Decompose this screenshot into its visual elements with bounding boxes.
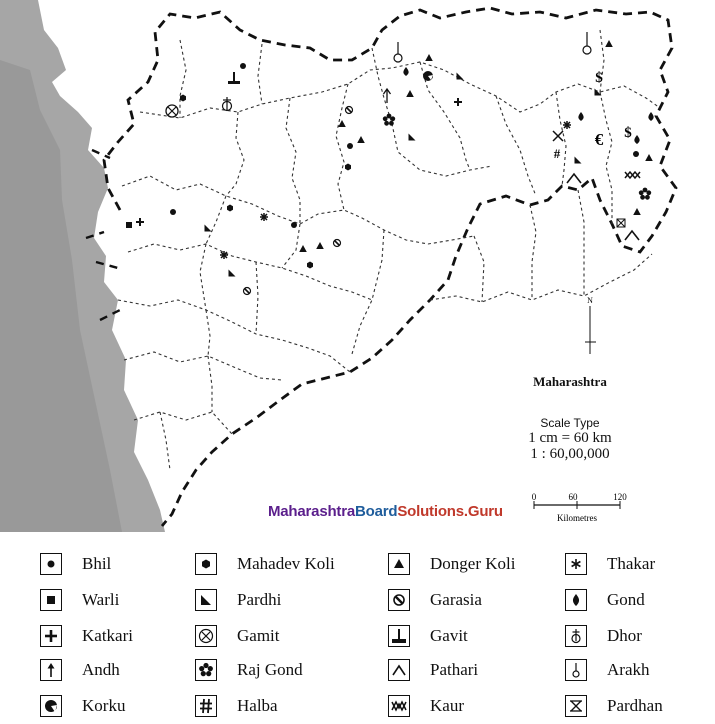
hexagon-dot-icon — [195, 553, 217, 575]
stem-circle-icon — [565, 659, 587, 681]
legend-item-gavit — [388, 620, 468, 652]
scale-bar — [532, 492, 628, 523]
legend-item-warli — [40, 584, 119, 616]
legend-item-gond — [565, 584, 645, 616]
hourglass-box-icon — [565, 695, 587, 717]
district-boundaries — [118, 30, 660, 470]
legend-label: Warli — [82, 590, 120, 609]
scale-tick-120: 120 — [613, 492, 627, 502]
north-label: N — [587, 296, 593, 305]
legend-item-mahadev-koli — [195, 548, 335, 580]
kaur-symbol — [625, 172, 640, 178]
kaur-cross — [553, 131, 563, 141]
legend-item-andh — [40, 654, 120, 686]
legend-item-raj-gond — [195, 654, 303, 686]
inverted-t-icon — [388, 625, 410, 647]
corner-triangle-icon — [195, 589, 217, 611]
circle-cross-icon — [195, 625, 217, 647]
legend-label: Thakar — [607, 554, 656, 573]
legend-label: Raj Gond — [237, 660, 303, 679]
dot-circle-icon — [40, 553, 62, 575]
filled-triangle-icon — [388, 553, 410, 575]
legend-label: Arakh — [607, 660, 650, 679]
scale-type-label: Scale Type — [540, 416, 600, 430]
drop-icon — [565, 589, 587, 611]
scale-tick-60: 60 — [568, 492, 578, 502]
legend-label: Donger Koli — [430, 554, 516, 573]
gamit-symbol — [166, 105, 178, 117]
legend-item-donger-koli — [388, 548, 515, 580]
arakh-symbol — [394, 42, 402, 62]
pathari-symbol-2 — [625, 231, 639, 240]
legend-label: Gond — [607, 590, 645, 609]
gavit-symbol — [228, 72, 240, 84]
filled-square-icon — [40, 589, 62, 611]
plus-icon — [40, 625, 62, 647]
legend-label: Katkari — [82, 626, 133, 645]
watermark-part-2: Board — [355, 503, 398, 520]
korku-symbol — [423, 71, 433, 81]
legend-label: Gavit — [430, 626, 468, 645]
pie-cut-icon — [40, 695, 62, 717]
warli-katkari — [126, 222, 132, 228]
watermark-part-1: Maharashtra — [268, 503, 356, 520]
legend-item-korku — [40, 690, 125, 722]
legend-label: Pardhi — [237, 590, 282, 609]
legend-label: Dhor — [607, 626, 642, 645]
legend-label: Kaur — [430, 696, 464, 715]
legend-item-pathari — [388, 654, 478, 686]
legend-label: Garasia — [430, 590, 482, 609]
map-title: Maharashtra — [533, 374, 607, 389]
svg-text:$: $ — [624, 125, 632, 141]
arakh-symbol-2 — [583, 32, 591, 54]
legend-item-thakar — [565, 548, 655, 580]
legend-item-gamit — [195, 620, 280, 652]
legend-item-garasia — [388, 584, 482, 616]
pardhan-symbol — [617, 219, 625, 227]
legend-item-pardhi — [195, 584, 281, 616]
svg-text:€: € — [594, 130, 604, 149]
tribe-symbols — [126, 32, 654, 295]
legend-item-arakh — [565, 654, 649, 686]
legend — [0, 540, 715, 724]
caret-icon — [388, 659, 410, 681]
scale-tick-0: 0 — [531, 492, 537, 502]
flower-icon — [195, 659, 217, 681]
asterisk-icon — [565, 553, 587, 575]
north-arrow — [585, 296, 596, 354]
legend-item-halba — [195, 690, 278, 722]
legend-label: Gamit — [237, 626, 280, 645]
up-arrow-icon — [40, 659, 62, 681]
scale-ratio: 1 : 60,00,000 — [530, 446, 610, 462]
circle-plus-stem-icon — [565, 625, 587, 647]
svg-text:#: # — [553, 146, 561, 161]
pathari-symbol — [567, 174, 581, 183]
circle-slash-icon — [388, 589, 410, 611]
legend-label: Bhil — [82, 554, 112, 573]
legend-label: Korku — [82, 696, 126, 715]
watermark — [268, 503, 503, 520]
legend-item-bhil — [40, 548, 111, 580]
hash-icon — [195, 695, 217, 717]
legend-item-pardhan — [565, 690, 663, 722]
scale-unit: Kilometres — [557, 513, 597, 523]
legend-label: Pardhan — [607, 696, 663, 715]
watermark-part-3: Solutions.Guru — [397, 503, 503, 520]
legend-item-dhor — [565, 620, 642, 652]
double-chevron-icon — [388, 695, 410, 717]
svg-text:$: $ — [595, 70, 603, 86]
legend-label: Pathari — [430, 660, 479, 679]
legend-label: Mahadev Koli — [237, 554, 335, 573]
dhor-symbol — [223, 97, 232, 111]
legend-label: Andh — [82, 660, 120, 679]
scale-ratio-km: 1 cm = 60 km — [528, 430, 612, 446]
legend-item-katkari — [40, 620, 133, 652]
legend-label: Halba — [237, 696, 278, 715]
legend-item-kaur — [388, 690, 464, 722]
